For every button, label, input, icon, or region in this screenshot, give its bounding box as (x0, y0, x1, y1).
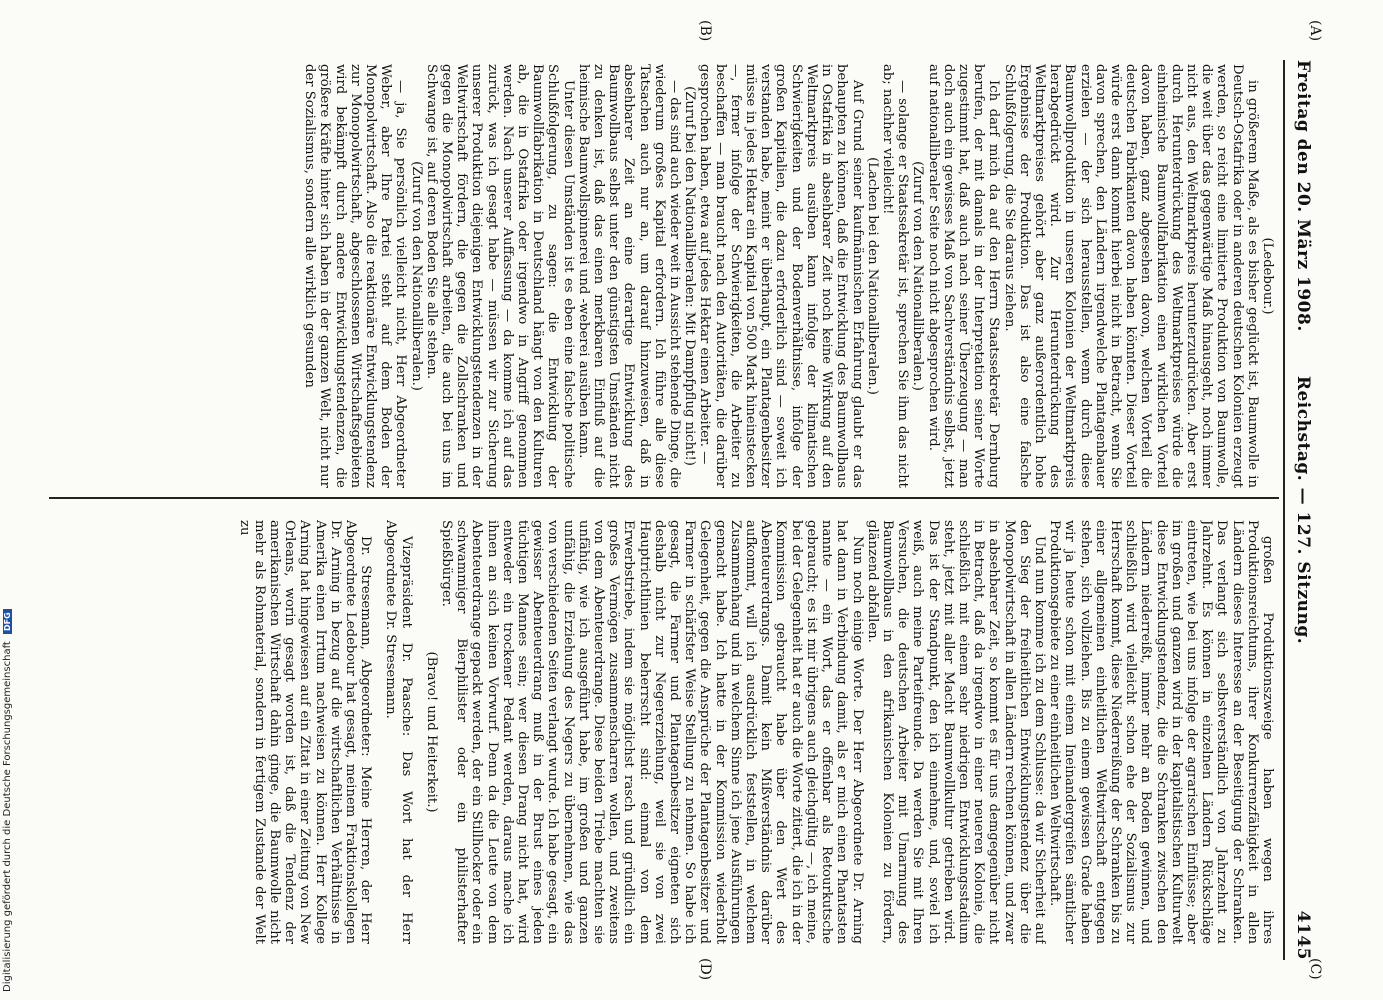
paragraph: Ich darf mich da auf den Herrn Staatssekretär Dernburg berufen, der mit damals in der Interpretation seiner Worte zugestimmt hat, daß auch nach seiner Überzeugung — man doch auch ein gewisses Maß von Sachverständnis selbst, jetzt auf nationalliberaler Seite noch nicht abgesprochen wird. (925, 64, 1002, 488)
page-header (1287, 60, 1313, 960)
dfg-logo: DFG (3, 609, 12, 634)
paragraph: großen Produktionszweige haben wegen ihres Produktionsreichtums, ihrer Konkurrenzfähigkeit in allen Ländern dieses Interesse an der Beseitigung der Schranken. Das verlangt sich selbstverständlich von Jahrzehnt zu Jahrzehnt. Es können in einzelnen Ländern Rückschläge eintreten, wie bei uns infolge der agrarischen Einflüsse; aber im großen und ganzen wird in der kapitalistischen Kulturwelt diese Entwicklungstendenz, die die Schranken zwischen den Ländern niederreißt, immer mehr an Boden gewinnen, und schließlich wird vielleicht schon ehe der Sozialismus zur Herrschaft kommt, diese Niederreißung der Schranken bis zu einer allgemeinen einheitlichen Weltwirtschaft entgegen stehen, sich vollziehen. Bis zu einem gewissen Grade haben wir ja heute schon mit einem Ineinandergreifen sämtlicher Produktionsgebiete zu einer einheitlichen Weltwirtschaft. (1047, 520, 1275, 944)
paragraph: — ja, Sie persönlich vielleicht nicht, Herr Abgeordneter Weber, aber Ihre Partei steht auf dem Boden der Monopolwirtschaft. Also die reaktionäre Entwicklungstendenz zur Monopolwirtschaft, abgeschlossenen Wirtschaftsgebieten wird bekämpft durch andere Entwicklungstendenzen, die größere Kräfte hinter sich haben in der ganzen Welt, nicht nur der Sozialismus, sondern alle wirklich gesunden (302, 64, 409, 488)
paragraph: — das sind auch wieder weit in Aussicht stehende Dinge, die wiederum großes Kapital erfordern. Ich führe alle diese Tatsachen auch nur an, um darauf hinzuweisen, daß in absehbarer Zeit an eine derartige Entwicklung des Baumwollbaus selbst unter den günstigsten Umständen nicht zu denken ist, daß das einen merkbaren Einfluß auf die heimische Baumwollspinnerei und -weberei ausüben kann. (575, 64, 683, 488)
paragraph: Unter diesen Umständen ist es eben eine falsche politische Schlußfolgerung, zu sagen: die Entwicklung der Baumwollfabrikation in Deutschland hängt von den Kulturen ab, die in Ostafrika oder irgendwo in Angriff genommen werden. Nach unserer Auffassung — da komme ich auf das zurück, was ich gesagt habe — müssen wir zur Sicherung unserer Produktion diejenigen Entwicklungstendenzen in der Weltwirtschaft fördern, die gegen die Zollschranken und gegen die Monopolwirtschaft arbeiten, die auch bei uns im Schwange ist, auf deren Boden Sie alle stehen. (423, 64, 576, 488)
column-left (55, 520, 1275, 944)
header-page-number: 4145 (1293, 910, 1313, 960)
margin-marker-a: (A) (1307, 20, 1323, 42)
margin-marker-c: (C) (1307, 958, 1323, 980)
paragraph: in größerem Maße, als es bisher geglückt ist, Baumwolle in Deutsch-Ostafrika oder in anderen deutschen Kolonien erzeugt werden, so reicht eine limitierte Produktion von Baumwolle, die weit über das gegenwärtige Maß hinausgeht, noch immer nicht aus, den Weltmarktpreis herunterzudrücken. Aber erst durch Herunterdrückung des Weltmarktpreises würde die einheimische Baumwollfabrikation einen wirklichen Vorteil davon haben, ganz abgesehen davon, welchen Vorteil die deutschen Fabrikanten davon haben könnten. Dieser Vorteil würde erst dann kommt hierbei nicht in Betracht, wenn Sie davon sprechen, den Ländern irgendwelche Plantagenbauer erzielen — der sich herausstellen, wenn durch diese Baumwollproduktion in unseren Kolonien der Weltmarktpreis herabgedrückt wird. Zur Herunterdrückung des Weltmarktpreises gehört aber ganz außerordentlich hohe Ergebnisse der Produktion. Das ist also eine falsche Schlußfolgerung, die Sie daraus ziehen. (1001, 64, 1260, 488)
paragraph: Und nun komme ich zu dem Schlusse: da wir Sicherheit auf den Sieg der freiheitlichen Entwicklungstendenz über die Monopolwirtschaft in allen Ländern rechnen können, und zwar in absehbarer Zeit, so kommt es für uns demgegenüber nicht in Betracht, daß da irgendwo in einer neueren Kolonie, die schließlich mit einem sehr niedrigen Entwicklungsstadium steht, jetzt mit aller Macht Baumwollkultur getrieben wird. Das ist der Standpunkt, den ich einnehme, und, soviel ich weiß, auch meine Parteifreunde. Da werden Sie mit Ihren Versuchen, die deutschen Arbeiter mit Umarmung des Baumwollbaus in den afrikanischen Kolonien zu fördern, glänzend abfallen. (864, 520, 1047, 944)
paragraph: Auf Grund seiner kaufmännischen Erfahrung glaubt er das behaupten zu können, daß die Entwicklung des Baumwollbaus in Ostafrika in absehbarer Zeit noch keine Wirkung auf den Weltmarktpreis ausüben kann infolge der klimatischen Schwierigkeiten und der Bodenverhältnisse, infolge der großen Kapitalien, die dazu erforderlich sind — soweit ich verstanden habe, meint er überhaupt, ein Plantagenbesitzer müsse in jedes Hektar ein Kapital von 500 Mark hineinstecken —, ferner infolge der Schwierigkeiten, die Arbeiter zu beschaffen — man braucht nach den Autoritäten, die darüber gesprochen haben, etwa auf jedes Hektar einen Arbeiter. — (697, 64, 865, 488)
margin-marker-b: (B) (697, 20, 713, 42)
interjection: (Zuruf bei den Nationalliberalen: Mit Dampfpflug nicht!) (682, 86, 698, 466)
digitization-credit (0, 600, 14, 1000)
speaker-heading: (Ledebour.) (1260, 237, 1275, 315)
column-right (55, 64, 1275, 488)
column-divider (49, 497, 1279, 499)
speaker-paragraph: Vizepräsident Dr. Paasche: Das Wort hat der Herr Abgeordnete Dr. Stresemann. (383, 520, 414, 944)
header-date: Freitag den 20. März 1908. (1293, 60, 1313, 332)
header-title: Reichstag. — 127. Sitzung. (1293, 375, 1313, 645)
interjection: (Bravo! und Heiterkeit.) (423, 651, 439, 813)
interjection: (Lachen bei den Nationalliberalen.) (864, 157, 880, 395)
credit-text: Digitalisierung gefördert durch die Deutsche Forschungsgemeinschaft (2, 641, 13, 992)
interjection: (Zuruf von den Nationalliberalen.) (408, 161, 424, 391)
speaker-paragraph: Dr. Stresemann, Abgeordneter: Meine Herren, der Herr Abgeordnete Ledebour hat gesagt, meinem Fraktionskollegen Dr. Arning in bezug auf die wirtschaftlichen Verhältnisse in Amerika einen Irrtum nachweisen zu können. Herr Kollege Arning hat hingewiesen auf ein Zitat in einer Zeitung von New Orleans, worin gesagt worden ist, daß die Tendenz der amerikanischen Wirtschaft dahin ginge, die Baumwolle nicht mehr als Rohmaterial, sondern in fertigem Zustande der Welt zu (236, 520, 374, 944)
interjection: (Zuruf von den Nationalliberalen.) (910, 161, 926, 391)
paragraph: Nun noch einige Worte. Der Herr Abgeordnete Dr. Arning hat dann in Verbindung damit, als er mich einen Phantasten nannte — ein Wort, das er offenbar als Retourkutsche gebraucht; es ist mir übrigens auch gleichgültig —, ich meine, bei der Gelegenheit hat er auch die Worte zitiert, die ich in der Kommission gebraucht habe über den Wert des Abenteurerdrangs. Damit kein Mißverständnis darüber aufkommt, will ich ausdrücklich feststellen, in welchem Zusammenhang und in welchem Sinne ich jene Ausführungen gemacht habe. Ich hatte in der Kommission wiederholt Gelegenheit, gegen die Ansprüche der Plantagenbesitzer und Farmer in schärfster Weise Stellung zu nehmen. So habe ich gesagt, die Farmer und Plantagenbesitzer eigneten sich deshalb nicht zur Negererziehung, weil sie von zwei Hauptrichtlinien beherrscht sind: einmal von dem Erwerbstriebe, indem sie möglichst rasch und gründlich ein großes Vermögen zusammenscharren wollen, und zweitens von dem Abenteuerdrange. Diese beiden Triebe machten sie unfähig, wie ich ausgeführt habe, im großen und ganzen unfähig, die Erziehung des Negers zu übernehmen, wie das von verschiedenen Seiten verlangt wurde. Ich habe gesagt, ein gewisser Abenteuerdrang muß in der Brust eines jeden tüchtigen Mannes sein; wer diesen Drang nicht hat, wird entweder ein trockener Pedant werden, daraus mache ich ihnen an sich keinen Vorwurf. Denn da die Leute von dem Abenteuerdrange gepackt werden, der ein Stillhocker oder ein schwammiger Bierphilister oder ein philisterhafter Spießbürger. (439, 520, 865, 944)
margin-marker-d: (D) (697, 958, 713, 981)
header-rule (1283, 60, 1285, 960)
paragraph: — solange er Staatssekretär ist, sprechen Sie ihm das nicht ab; nachher vielleicht! (879, 64, 911, 488)
